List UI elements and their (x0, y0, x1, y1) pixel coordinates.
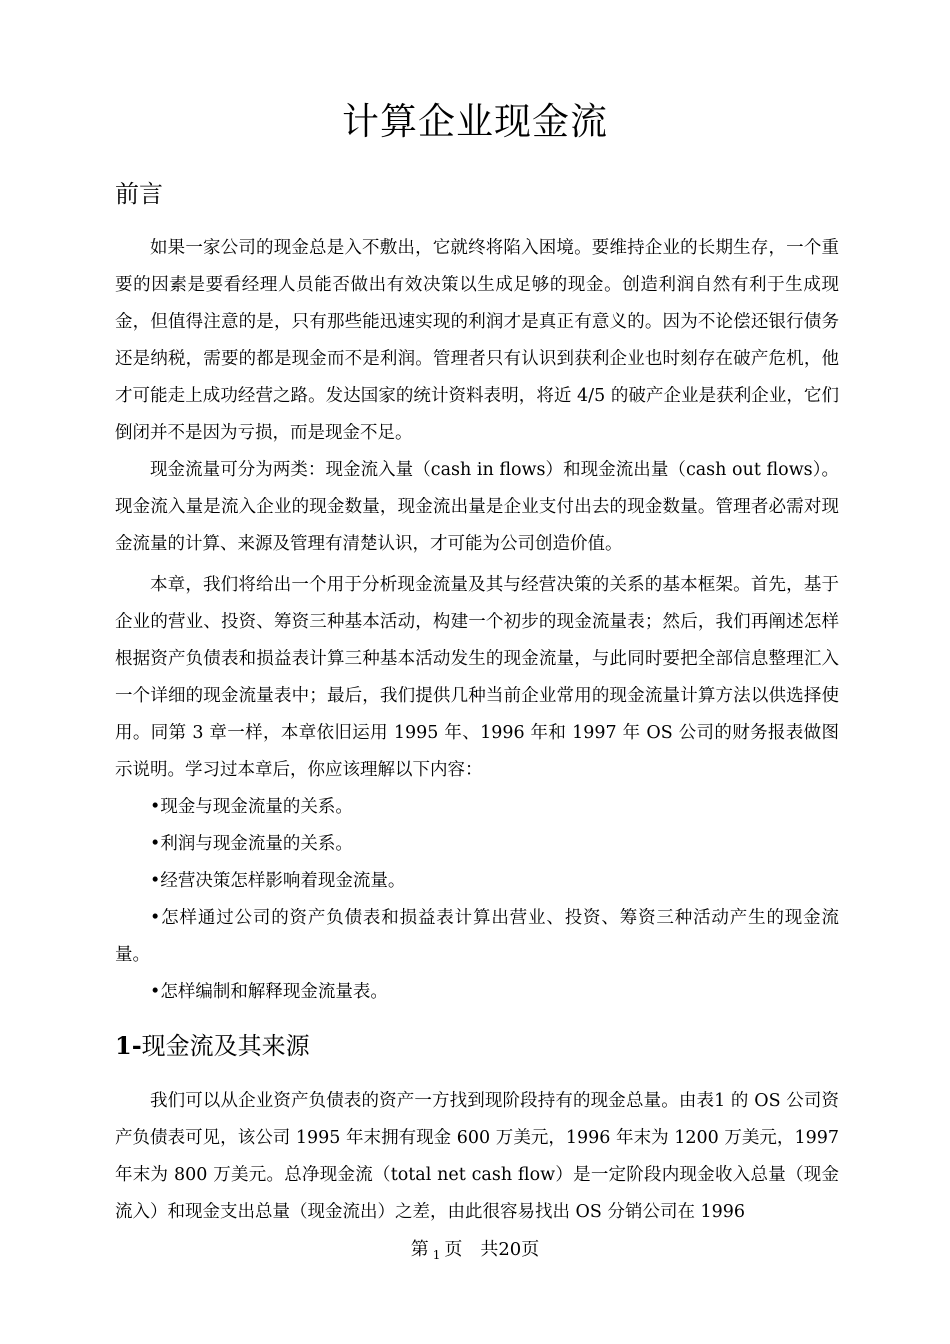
list-item: •怎样编制和解释现金流量表。 (150, 982, 388, 1002)
preface-heading: 前言 (115, 180, 163, 208)
list-item: •现金与现金流量的关系。 (150, 797, 353, 817)
paragraph-3: 本章，我们将给出一个用于分析现金流量及其与经营决策的关系的基本框架。首先，基于企业的营业、投资、筹资三种基本活动，构建一个初步的现金流量表；然后，我们再阐述怎样根据资产负债表和损益表计算三种基本活动发生的现金流量，与此同时要把全部信息整理汇入一个详细的现金流量表中；最后，我们提供几种当前企业常用的现金流量计算方法以供选择使用。同第 3 章一样，本章依旧运用 1995 年、1996 年和 1997 年 OS 公司的财务报表做图示说明。学习过本章后，你应该理解以下内容： (115, 575, 839, 780)
footer-prefix: 第 (410, 1239, 429, 1260)
bullet-list (115, 789, 839, 1011)
footer-total-pages: 20 (498, 1239, 522, 1260)
footer-suffix: 页 (521, 1239, 540, 1260)
section-title: 现金流及其来源 (141, 1032, 310, 1060)
list-item: •怎样通过公司的资产负债表和损益表计算出营业、投资、筹资三种活动产生的现金流量。 (115, 908, 839, 965)
footer-page-number: 1 (432, 1248, 441, 1262)
paragraph-1: 如果一家公司的现金总是入不敷出，它就终将陷入困境。要维持企业的长期生存，一个重要的因素是要看经理人员能否做出有效决策以生成足够的现金。创造利润自然有利于生成现金，但值得注意的是，只有那些能迅速实现的利润才是真正有意义的。因为不论偿还银行债务还是纳税，需要的都是现金而不是利润。管理者只有认识到获利企业也时刻存在破产危机，他才可能走上成功经营之路。发达国家的统计资料表明，将近 4/5 的破产企业是获利企业，它们倒闭并不是因为亏损，而是现金不足。 (115, 238, 839, 443)
page-footer (0, 1236, 950, 1265)
page-title: 计算企业现金流 (342, 100, 608, 143)
paragraph-2: 现金流量可分为两类：现金流入量（cash in flows）和现金流出量（cash out flows）。现金流入量是流入企业的现金数量，现金流出量是企业支付出去的现金数量。管理者必需对现金流量的计算、来源及管理有清楚认识，才可能为公司创造价值。 (115, 460, 839, 554)
footer-middle: 页 共 (444, 1239, 499, 1260)
section-heading (115, 1026, 310, 1066)
list-item: •利润与现金流量的关系。 (150, 834, 353, 854)
section-paragraph: 我们可以从企业资产负债表的资产一方找到现阶段持有的现金总量。由表1 的 OS 公司资产负债表可见，该公司 1995 年末拥有现金 600 万美元，1996 年末为 1200 万美元，1997 年末为 800 万美元。总净现金流（total net cash flow）是一定阶段内现金收入总量（现金流入）和现金支出总量（现金流出）之差，由此很容易找出 OS 分销公司在 1996 (115, 1091, 839, 1222)
list-item: •经营决策怎样影响着现金流量。 (150, 871, 406, 891)
section-number: 1- (115, 1031, 142, 1060)
